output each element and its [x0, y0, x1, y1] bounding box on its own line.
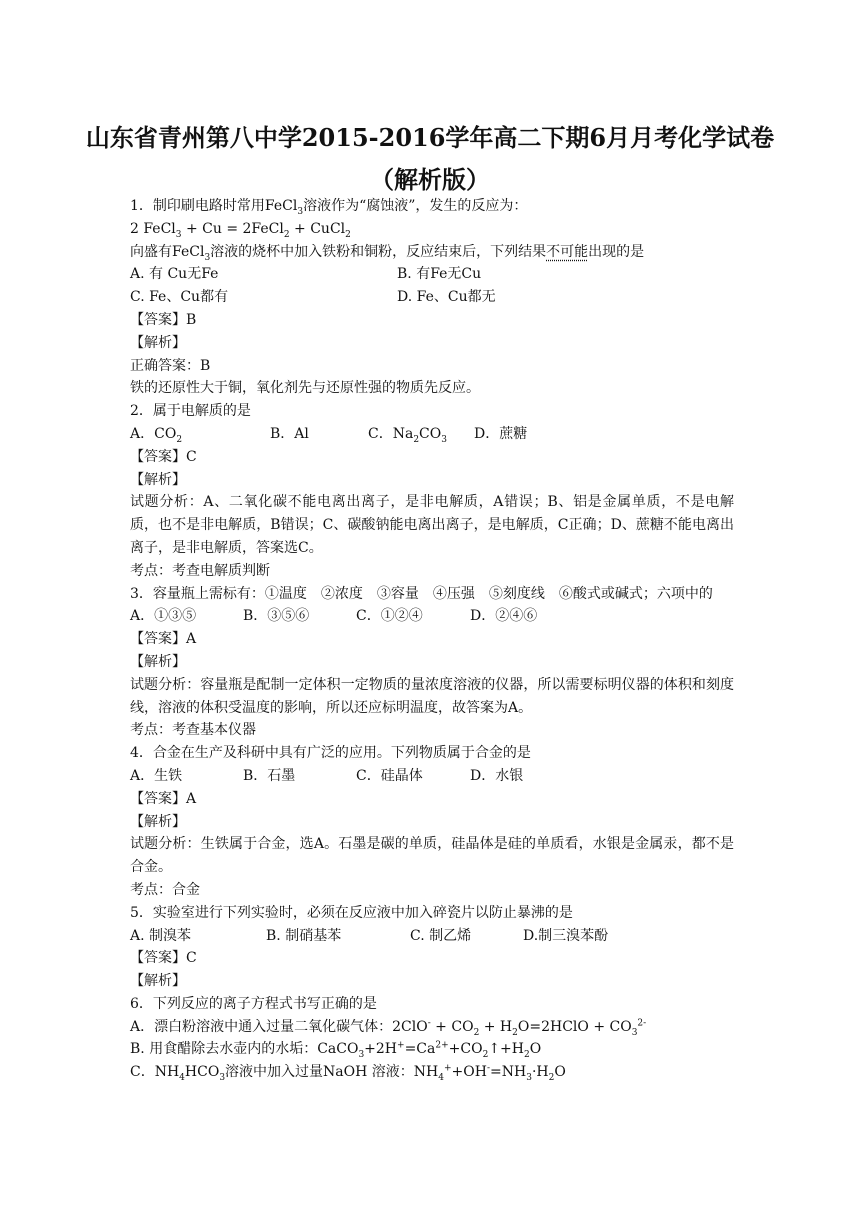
- q4-option-a: A．生铁: [130, 767, 183, 784]
- q3-option-a: A．①③⑤: [130, 608, 197, 625]
- document-subtitle: （解析版）: [370, 165, 490, 194]
- q1-explain: 铁的还原性大于铜，氧化剂先与还原性强的物质先反应。: [130, 380, 480, 397]
- q4-options: [130, 765, 734, 788]
- q3-point: 考点：考查基本仪器: [130, 722, 256, 739]
- q1-option-d: D. Fe、Cu都无: [397, 289, 496, 306]
- q4-analysis-head: 【解析】: [130, 813, 186, 830]
- q3-option-b: B．③⑤⑥: [243, 608, 310, 625]
- q5-options: [130, 925, 734, 948]
- q3-option-d: D．②④⑥: [470, 608, 538, 625]
- document-title: 山东省青州第八中学2015-2016学年高二下期6月月考化学试卷: [85, 123, 775, 152]
- q6-option-c: C．$NH_4HCO_3$溶液中加入过量NaOH 溶液：$NH_4^++OH^-=NH_3\cdot H_2O$: [130, 1063, 566, 1084]
- q2-option-d: D．蔗糖: [474, 425, 528, 442]
- q2-analysis-head: 【解析】: [130, 471, 186, 488]
- q3-stem: 3．容量瓶上需标有：①温度 ②浓度 ③容量 ④压强 ⑤刻度线 ⑥酸式或碱式；六项中的: [130, 585, 713, 602]
- q4-stem: 4．合金在生产及科研中具有广泛的应用。下列物质属于合金的是: [130, 745, 531, 762]
- document-body: [130, 195, 734, 1084]
- q4-option-b: B．石墨: [243, 767, 296, 784]
- q2-answer: 【答案】C: [130, 448, 197, 465]
- q1-option-a: A. 有 Cu无Fe: [130, 266, 219, 283]
- q2-option-a: A．$CO_2$: [130, 425, 183, 445]
- q1-options-row1: [130, 263, 734, 286]
- q5-option-c: C. 制乙烯: [410, 927, 472, 944]
- q1-options-row2: [130, 286, 734, 309]
- q6-option-b: B. 用食醋除去水壶内的水垢：$CaCO_3+2H^+=Ca^{2+}+CO_2↑+H_2O$: [130, 1040, 542, 1061]
- q2-options: [130, 423, 734, 446]
- q5-option-b: B. 制硝基苯: [266, 927, 342, 944]
- q3-answer: 【答案】A: [130, 631, 197, 648]
- q1-analysis-head: 【解析】: [130, 334, 186, 351]
- q4-point: 考点：合金: [130, 881, 200, 898]
- q2-option-c: C．$Na_2CO_3$: [368, 425, 447, 445]
- q2-option-b: B．Al: [270, 425, 309, 442]
- q5-stem: 5．实验室进行下列实验时，必须在反应液中加入碎瓷片以防止暴沸的是: [130, 904, 573, 921]
- q5-option-a: A. 制溴苯: [130, 927, 192, 944]
- q1-emphasis: 不可能: [546, 243, 589, 260]
- q3-options: [130, 605, 734, 628]
- q2-explain: 试题分析：A、二氧化碳不能电离出离子，是非电解质，A错误；B、铝是金属单质，不是电解质，也不是非电解质，B错误；C、碳酸钠能电离出离子，是电解质，C正确；D、蔗糖不能电离出离子，是非电解质，答案选C。: [130, 494, 734, 556]
- q3-explain: 试题分析：容量瓶是配制一定体积一定物质的量浓度溶液的仪器，所以需要标明仪器的体积和刻度线，溶液的体积受温度的影响，所以还应标明温度，故答案为A。: [130, 676, 734, 716]
- q5-analysis-head: 【解析】: [130, 973, 186, 990]
- q2-point: 考点：考查电解质判断: [130, 562, 270, 579]
- q2-stem: 2．属于电解质的是: [130, 403, 251, 420]
- q3-option-c: C．①②④: [356, 608, 423, 625]
- q4-option-d: D．水银: [470, 767, 524, 784]
- q1-stem: 1．制印刷电路时常用FeCl$_3$溶液作为“腐蚀液”，发生的反应为：: [130, 198, 528, 217]
- q5-answer: 【答案】C: [130, 950, 197, 967]
- q1-correct: 正确答案：B: [130, 357, 211, 374]
- q4-option-c: C．硅晶体: [356, 767, 423, 784]
- q1-answer: 【答案】B: [130, 311, 197, 328]
- q6-stem: 6．下列反应的离子方程式书写正确的是: [130, 995, 377, 1012]
- q4-explain: 试题分析：生铁属于合金，选A。石墨是碳的单质，硅晶体是硅的单质看，水银是金属汞，都不是合金。: [130, 836, 734, 876]
- q1-question: 向盛有FeCl$_3$溶液的烧杯中加入铁粉和铜粉，反应结束后，下列结果不可能出现的是: [130, 243, 645, 263]
- q4-answer: 【答案】A: [130, 790, 197, 807]
- q6-option-a: A．漂白粉溶液中通入过量二氧化碳气体：$2ClO^- + CO_2$ + $H_2O=2HClO + CO_3^{2-}$: [130, 1018, 647, 1038]
- q1-option-b: B. 有Fe无Cu: [397, 266, 482, 283]
- q1-equation: 2 FeCl$_3$ + Cu = 2FeCl$_2$ + CuCl$_2$: [130, 220, 351, 240]
- q5-option-d: D.制三溴苯酚: [523, 927, 609, 944]
- q1-option-c: C. Fe、Cu都有: [130, 289, 229, 306]
- q3-analysis-head: 【解析】: [130, 653, 186, 670]
